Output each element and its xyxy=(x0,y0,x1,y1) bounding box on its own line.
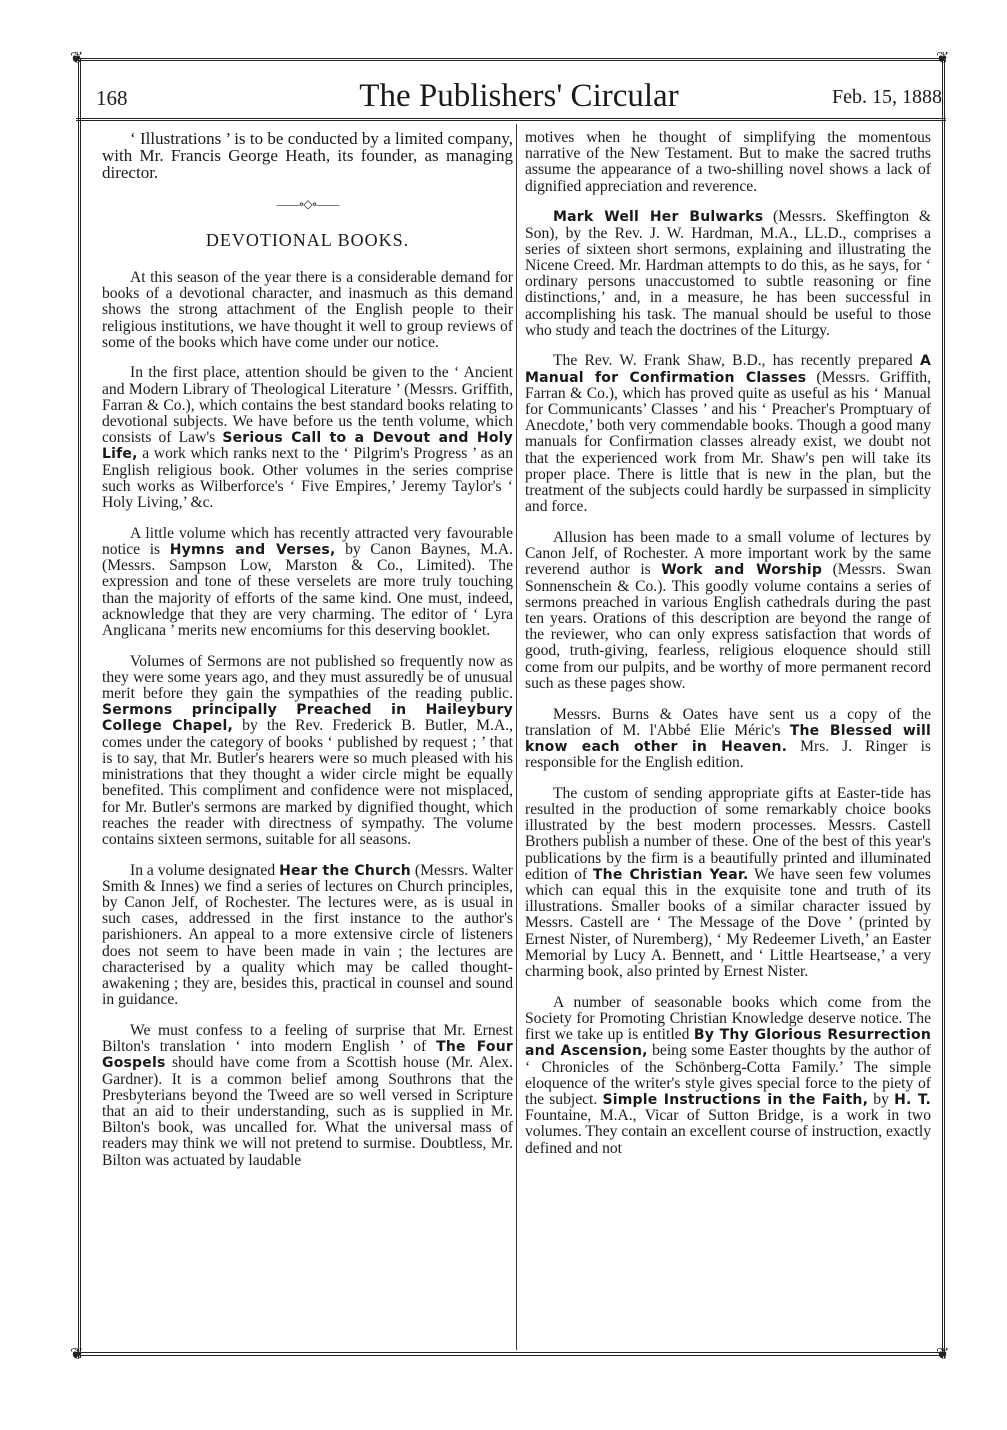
article-paragraph xyxy=(102,1023,513,1169)
page-header xyxy=(96,76,942,116)
text-run: A number of seasonable books which come from the Society for Promoting Christian Knowledge deserve notice. The first we take up is entitled xyxy=(525,993,931,1044)
text-run: The Rev. W. Frank Shaw, B.D., has recently prepared xyxy=(553,352,920,370)
book-title: The Blessed will know each other in Heaven. xyxy=(525,722,932,755)
text-run: by xyxy=(868,1090,895,1108)
book-title: Mark Well Her Bulwarks xyxy=(553,209,764,226)
book-title: Hymns and Verses, xyxy=(169,541,336,558)
text-run: (Messrs. Skeffington & Son), by the Rev. J. W. Hardman, M.A., LL.D., comprises a series of sixteen short sermons, explaining and illustrating the Nicene Creed. Mr. Hardman attempts to do this, as he says, for ‘ ordinary persons unaccustomed to subtle reasoning or fine distinctions,’ and, in a measure, he has been successful in accomplishing his task. The manual should be useful to those who study and teach the doctrines of the Liturgy. xyxy=(525,208,931,339)
book-title: By Thy Glorious Resurrection and Ascension, xyxy=(525,1027,931,1060)
text-run: Messrs. Burns & Oates have sent us a copy of the translation of M. l'Abbé Elie Méric's xyxy=(525,705,931,739)
text-run: The custom of sending appropriate gifts at Easter-tide has resulted in the production of some remarkably choice books illustrated by the best modern processes. Messrs. Castell Brothers publish a number of these. One of the best of this year's publications by the firm is a beautifully printed and illuminated edition of xyxy=(525,784,931,883)
header-double-rule xyxy=(76,118,946,122)
left-column xyxy=(102,130,513,1183)
corner-ornament-icon: ❦ xyxy=(936,1346,950,1363)
book-title: The Four Gospels xyxy=(102,1039,513,1072)
section-heading: DEVOTIONAL BOOKS. xyxy=(205,229,410,250)
article-paragraph xyxy=(102,654,513,848)
text-run: Volumes of Sermons are not published so frequently now as they were some years ago, and they must assuredly be of unusual merit before they gain the sympathies of the reading public. xyxy=(102,652,513,703)
right-column xyxy=(525,130,931,1171)
article-paragraph xyxy=(102,365,513,511)
text-run: In the first place, attention should be given to the ‘ Ancient and Modern Library of Theological Literature ’ (Messrs. Griffith, Farran & Co.), which contains the best standard books relating to devotional subjects. We have before us the tenth volume, which consists of Law's xyxy=(102,364,513,447)
book-title: The Christian Year. xyxy=(592,866,749,883)
page-number: 168 xyxy=(96,86,128,110)
article-paragraph: motives when he thought of simplifying the momentous narrative of the New Testament. But to make the sacred truths assume the appearance of a two-shilling novel shows a lack of dignified appreciation and reverence. xyxy=(525,129,931,195)
article-paragraph xyxy=(525,707,931,772)
article-paragraph xyxy=(525,353,931,515)
book-title: Work and Worship xyxy=(661,562,823,579)
corner-ornament-icon: ❦ xyxy=(70,50,84,67)
text-run: a work which ranks next to the ‘ Pilgrim's Progress ’ as an English religious book. Other volumes in the series comprise such works as Wilberforce's ‘ Five Empires,’ Jeremy Taylor's ‘ Holy Living,’ &c. xyxy=(102,445,513,512)
book-title: Serious Call to a Devout and Holy Life, xyxy=(102,430,513,463)
text-run: (Messrs. Walter Smith & Innes) we find a series of lectures on Church principles, by Canon Jelf, of Rochester. The lectures were, as is usual in such cases, addressed in the first instance to the author's parishioners. An appeal to a more extensive circle of listeners does not seem to have been made in vain ; the lectures are characterised by a quality which may be called thought-awakening ; they are, besides this, practical in counsel and sound in guidance. xyxy=(102,861,513,1009)
book-title: Simple Instructions in the Faith, xyxy=(602,1091,869,1108)
issue-date: Feb. 15, 1888 xyxy=(832,86,942,108)
book-title: Hear the Church xyxy=(279,862,411,879)
corner-ornament-icon: ❦ xyxy=(70,1346,84,1363)
book-title: Sermons principally Preached in Haileybury College Chapel, xyxy=(102,702,513,735)
top-double-rule xyxy=(76,58,946,62)
section-divider: ——∘◇∘—— xyxy=(276,196,339,211)
corner-ornament-icon: ❦ xyxy=(936,50,950,67)
author-initials: H. T. xyxy=(894,1091,932,1108)
text-run: We must confess to a feeling of surprise that Mr. Ernest Bilton's translation ‘ into modern English ’ of xyxy=(102,1021,513,1056)
article-paragraph xyxy=(525,209,931,339)
text-run: by the Rev. Frederick B. Butler, M.A., comes under the category of books ‘ published by request ; ’ that is to say, that Mr. Butler's hearers were so much pleased with his ministrations that they thought a wider circle might be equally benefited. This compliment and confidence were not misplaced, for Mr. Butler's sermons are marked by dignified thought, which reaches the reader with directness of sympathy. The volume contains sixteen sermons, suitable for all seasons. xyxy=(102,717,513,848)
article-paragraph xyxy=(102,526,513,639)
text-run: Mrs. J. Ringer is responsible for the English edition. xyxy=(525,737,931,772)
article-paragraph xyxy=(525,995,931,1157)
article-paragraph: At this season of the year there is a considerable demand for books of a devotional character, and inasmuch as this demand shows the strong attachment of the English people to their religious institutions, we have thought it well to group reviews of some of the books which have come under our notice. xyxy=(102,268,513,351)
text-run: (Messrs. Griffith, Farran & Co.), which has proved quite as useful as his ‘ Manual for Communicants’ Classes ’ and his ‘ Preacher's Promptuary of Anecdote,’ both very commendable books. Though a good many manuals for Confirmation classes already exist, we doubt not that the experienced work from Mr. Shaw's pen will take its proper place. There is little that is new in the plan, but the treatment of the subjects could hardly be surpassed in simplicity and force. xyxy=(525,368,931,516)
text-run: Allusion has been made to a small volume of lectures by Canon Jelf, of Rochester. A more important work by the same reverend author is xyxy=(525,528,931,579)
publication-title: The Publishers' Circular xyxy=(359,78,679,114)
text-run: (Messrs. Swan Sonnenschein & Co.). This goodly volume contains a series of sermons preached in various English cathedrals during the past ten years. Orations of this description are beyond the range of the reviewer, who can only express satisfaction that words of good, truth-giving, fearless, religious eloquence should still come from our pulpits, and be worthy of more permanent record such as these pages show. xyxy=(525,561,931,692)
left-border xyxy=(78,58,82,1358)
article-paragraph xyxy=(525,786,931,980)
column-divider xyxy=(516,124,517,1350)
article-paragraph xyxy=(102,863,513,1009)
intro-paragraph: ‘ Illustrations ’ is to be conducted by a limited company, with Mr. Francis George Heath, its founder, as managing director. xyxy=(102,129,513,182)
text-run: should have come from a Scottish house (Mr. Alex. Gardner). It is a common belief among Southrons that the Presbyterians beyond the Tweed are so well versed in Scripture that an aid to their understanding, such as is supplied in Mr. Bilton's book, was uncalled for. What the universal mass of readers may think we will not pretend to surmise. Doubtless, Mr. Bilton was actuated by laudable xyxy=(102,1054,513,1169)
text-run: We have seen few volumes which can equal this in the exquisite tone and truth of its illustrations. Smaller books of a similar character issued by Messrs. Castell are ‘ The Message of the Dove ’ (printed by Ernest Nister, of Nuremberg), ‘ My Redeemer Liveth,’ an Easter Memorial by Lucy A. Bennett, and ‘ Little Heartsease,’ a very charming book, also printed by Ernest Nister. xyxy=(525,865,931,981)
text-run: by Canon Baynes, M.A. (Messrs. Sampson Low, Marston & Co., Limited). The expression and tone of these verselets are more truly touching than the majority of efforts of the same kind. One must, indeed, acknowledge that they are very charming. The editor of ‘ Lyra Anglicana ’ merits new encomiums for this deserving booklet. xyxy=(102,540,513,639)
text-run: A little volume which has recently attracted very favourable notice is xyxy=(102,524,513,558)
bottom-double-rule xyxy=(76,1352,946,1358)
text-run: being some Easter thoughts by the author of ‘ Chronicles of the Schönberg-Cotta Family.’ The simple eloquence of the writer's style gives special force to the piety of the subject. xyxy=(525,1042,931,1108)
text-run: Fountaine, M.A., Vicar of Sutton Bridge, is a work in two volumes. They contain an excellent course of instruction, exactly defined and not xyxy=(525,1107,931,1157)
article-paragraph xyxy=(525,530,931,692)
right-border xyxy=(942,58,946,1358)
text-run: In a volume designated xyxy=(130,861,280,879)
book-title: A Manual for Confirmation Classes xyxy=(525,353,931,386)
